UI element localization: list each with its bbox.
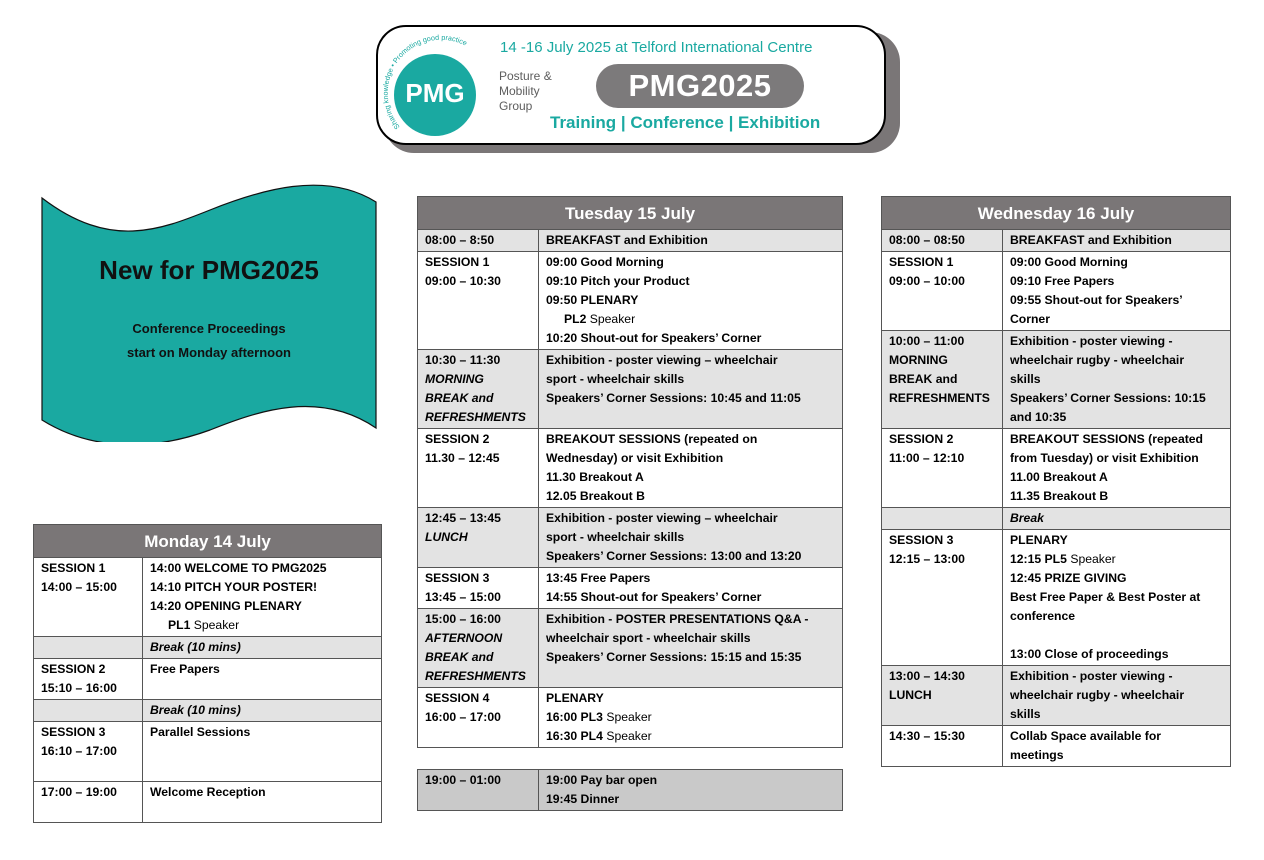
svg-text:Sharing knowledge • Promoting: Sharing knowledge • Promoting good practice bbox=[380, 32, 469, 132]
logo-arc-text bbox=[378, 27, 508, 147]
schedule-row: 15:00 – 16:00 AFTERNOON BREAK and REFRESHMENTS Exhibition - POSTER PRESENTATIONS Q&A - wheelchair sport - wheelchair skills Speakers’ Corner Sessions: 15:15 and 15:35 bbox=[418, 609, 842, 688]
schedule-row: 19:00 – 01:00 19:00 Pay bar open 19:45 Dinner bbox=[418, 770, 842, 810]
schedule-row: 08:00 – 08:50 BREAKFAST and Exhibition bbox=[882, 230, 1230, 252]
monday-title: Monday 14 July bbox=[34, 525, 381, 558]
schedule-row: 12:45 – 13:45 LUNCH Exhibition - poster viewing – wheelchair sport - wheelchair skills Speakers’ Corner Sessions: 13:00 and 13:20 bbox=[418, 508, 842, 568]
schedule-row: 17:00 – 19:00 Welcome Reception bbox=[34, 782, 381, 822]
schedule-row: SESSION 1 09:00 – 10:00 09:00 Good Morning 09:10 Free Papers 09:55 Shout-out for Speakers’ Corner bbox=[882, 252, 1230, 331]
schedule-row: SESSION 1 14:00 – 15:00 14:00 WELCOME TO PMG2025 14:10 PITCH YOUR POSTER! 14:20 OPENING PLENARY PL1 Speaker bbox=[34, 558, 381, 637]
schedule-row: SESSION 4 16:00 – 17:00 PLENARY 16:00 PL3 Speaker 16:30 PL4 Speaker bbox=[418, 688, 842, 747]
schedule-row: SESSION 2 15:10 – 16:00 Free Papers bbox=[34, 659, 381, 700]
new-feature-scroll bbox=[40, 180, 380, 442]
tuesday-title: Tuesday 15 July bbox=[418, 197, 842, 230]
schedule-row: SESSION 3 16:10 – 17:00 Parallel Sessions bbox=[34, 722, 381, 782]
schedule-row: SESSION 2 11.30 – 12:45 BREAKOUT SESSIONS (repeated on Wednesday) or visit Exhibition 11.30 Breakout A 12.05 Breakout B bbox=[418, 429, 842, 508]
logo-text: PMG bbox=[405, 78, 465, 108]
schedule-row: 08:00 – 8:50 BREAKFAST and Exhibition bbox=[418, 230, 842, 252]
schedule-row: SESSION 2 11:00 – 12:10 BREAKOUT SESSIONS (repeated from Tuesday) or visit Exhibition 11.00 Breakout A 11.35 Breakout B bbox=[882, 429, 1230, 508]
tuesday-evening bbox=[417, 769, 843, 811]
wednesday-title: Wednesday 16 July bbox=[882, 197, 1230, 230]
event-tagline: Training | Conference | Exhibition bbox=[550, 113, 821, 132]
tuesday-schedule bbox=[417, 196, 843, 748]
break-row: Break bbox=[882, 508, 1230, 530]
schedule-row: 14:30 – 15:30 Collab Space available for meetings bbox=[882, 726, 1230, 766]
scroll-title: New for PMG2025 bbox=[99, 255, 319, 285]
schedule-row: 10:00 – 11:00 MORNING BREAK and REFRESHMENTS Exhibition - poster viewing - wheelchair rugby - wheelchair skills Speakers’ Corner Sessions: 10:15 and 10:35 bbox=[882, 331, 1230, 429]
wednesday-schedule bbox=[881, 196, 1231, 767]
org-name: Posture & Mobility Group bbox=[499, 69, 552, 113]
break-row: Break (10 mins) bbox=[34, 700, 381, 722]
event-name-pill: PMG2025 bbox=[596, 64, 804, 108]
break-row: Break (10 mins) bbox=[34, 637, 381, 659]
schedule-row: SESSION 3 13:45 – 15:00 13:45 Free Papers 14:55 Shout-out for Speakers’ Corner bbox=[418, 568, 842, 609]
schedule-row: 10:30 – 11:30 MORNING BREAK and REFRESHMENTS Exhibition - poster viewing – wheelchair sport - wheelchair skills Speakers’ Corner Sessions: 10:45 and 11:05 bbox=[418, 350, 842, 429]
scroll-note: Conference Proceedings start on Monday afternoon bbox=[127, 321, 291, 360]
schedule-row: 13:00 – 14:30 LUNCH Exhibition - poster viewing - wheelchair rugby - wheelchair skills bbox=[882, 666, 1230, 726]
event-date-venue: 14 -16 July 2025 at Telford International Centre bbox=[500, 39, 813, 56]
schedule-row: SESSION 3 12:15 – 13:00 PLENARY 12:15 PL5 Speaker 12:45 PRIZE GIVING Best Free Paper & Best Poster at conference 13:00 Close of proceedings bbox=[882, 530, 1230, 666]
event-banner bbox=[376, 25, 886, 145]
monday-schedule bbox=[33, 524, 382, 823]
schedule-row: SESSION 1 09:00 – 10:30 09:00 Good Morning 09:10 Pitch your Product 09:50 PLENARY PL2 Speaker 10:20 Shout-out for Speakers’ Corner bbox=[418, 252, 842, 350]
